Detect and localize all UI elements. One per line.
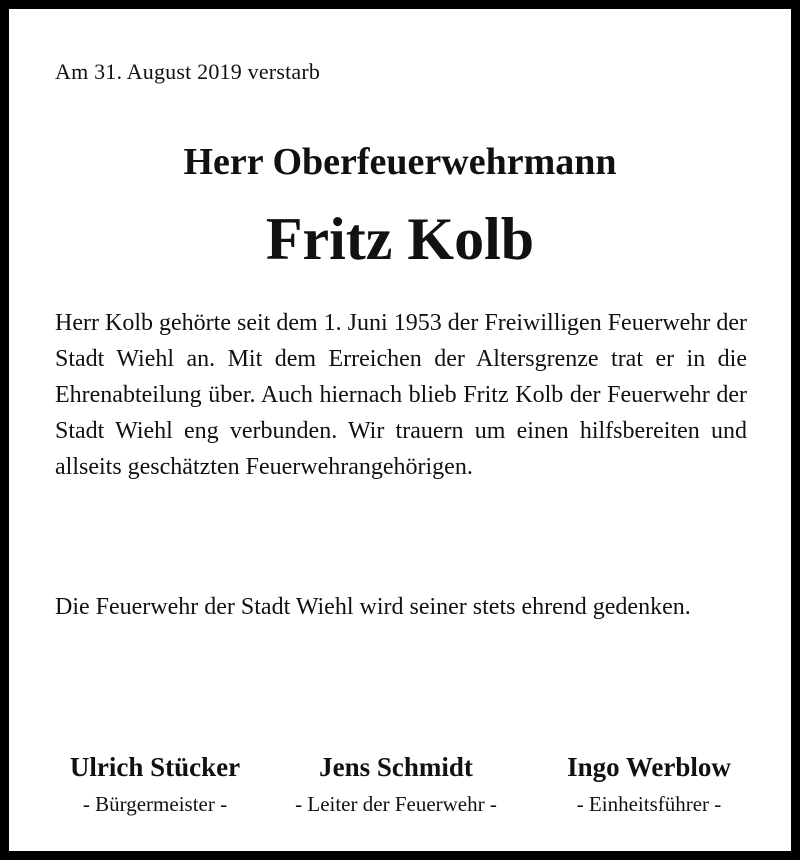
signatory-name: Ulrich Stücker (69, 752, 241, 782)
signatory-mayor (55, 749, 255, 819)
deceased-rank: Herr Oberfeuerwehrmann (183, 141, 617, 183)
signatory-fire-chief (271, 749, 521, 819)
signatory-unit-leader (549, 749, 749, 819)
intro-line: Am 31. August 2019 verstarb (55, 59, 321, 84)
tribute-paragraph: Herr Kolb gehörte seit dem 1. Juni 1953 der Freiwilligen Feuerwehr der Stadt Wiehl an. Mit dem Erreichen der Altersgrenze trat er in die Ehrenabteilung über. Auch hiernach blieb Fritz Kolb der Feuerwehr der Stadt Wiehl eng verbunden. Wir trauern um einen hilfsbereiten und allseits geschätzten Feuerwehrangehörigen. (55, 310, 747, 480)
signatory-role: - Bürgermeister - (82, 792, 228, 816)
signatory-name: Ingo Werblow (567, 752, 731, 782)
deceased-name: Fritz Kolb (265, 206, 535, 272)
signatory-role: - Einheitsführer - (576, 792, 722, 816)
signatory-name: Jens Schmidt (319, 752, 473, 782)
closing-paragraph: Die Feuerwehr der Stadt Wiehl wird seiner stets ehrend gedenken. (55, 594, 691, 620)
signatory-role: - Leiter der Feuerwehr - (295, 792, 497, 816)
